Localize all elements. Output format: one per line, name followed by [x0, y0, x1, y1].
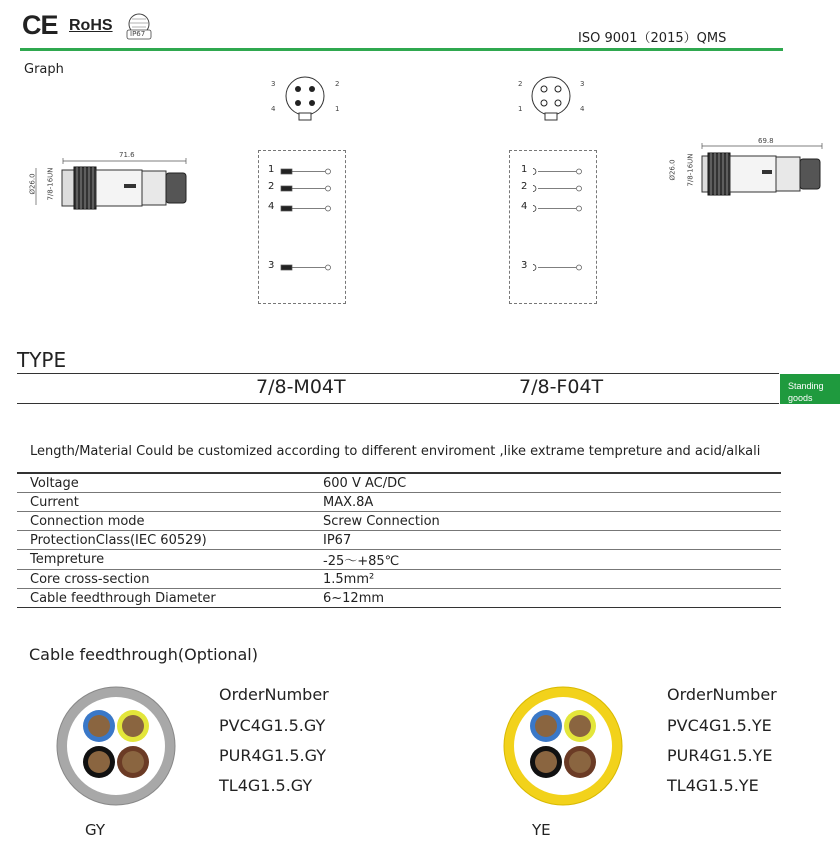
cable-heading: Cable feedthrough(Optional): [29, 645, 258, 664]
spec-row: [17, 512, 781, 531]
female-length-dim: 69.8: [758, 137, 774, 145]
spec-row: [17, 531, 781, 550]
spec-row: [17, 473, 781, 493]
male-face-pin-4: 4: [271, 105, 276, 113]
male-pin-face: [268, 74, 348, 124]
male-face-pin-3: 3: [271, 80, 276, 88]
cable-gy-icon: [56, 686, 176, 806]
type-heading: TYPE: [17, 348, 67, 372]
ce-mark: CE: [22, 10, 58, 40]
cable-ye-icon: [503, 686, 623, 806]
male-face-pin-1: 1: [335, 105, 340, 113]
female-circuit-pin-2: 2: [521, 181, 528, 192]
spec-row: [17, 493, 781, 512]
female-pin-face: [514, 74, 594, 124]
spec-value: MAX.8A: [323, 493, 781, 512]
cable-ye-label: YE: [532, 821, 551, 839]
female-diameter-dim: Ø26.0: [668, 159, 677, 181]
spec-value: 1.5mm²: [323, 570, 781, 589]
spec-value: 6~12mm: [323, 589, 781, 608]
spec-label: ProtectionClass(IEC 60529): [17, 531, 323, 550]
male-length-dim: 71.6: [119, 151, 135, 159]
female-connector-outline: [672, 136, 837, 206]
cable-gy-order-pur: PUR4G1.5.GY: [219, 746, 326, 765]
cable-ye-order-pur: PUR4G1.5.YE: [667, 746, 773, 765]
female-face-pin-4: 4: [580, 105, 585, 113]
cable-ye-order-pvc: PVC4G1.5.YE: [667, 716, 772, 735]
spec-value: Screw Connection: [323, 512, 781, 531]
spec-row: [17, 589, 781, 608]
cable-gy-order-tl: TL4G1.5.GY: [219, 776, 313, 795]
type-rule-bottom: [17, 403, 779, 404]
header-rule: [20, 48, 783, 51]
female-circuit-pin-1: 1: [521, 164, 528, 175]
type-model-female: 7/8-F04T: [519, 376, 604, 398]
spec-value: IP67: [323, 531, 781, 550]
female-thread-dim: 7/8-16UN: [686, 153, 695, 187]
male-circuit-pin-4: 4: [268, 201, 275, 212]
spec-label: Cable feedthrough Diameter: [17, 589, 323, 608]
cable-gy-order-heading: OrderNumber: [219, 685, 329, 704]
standing-goods-badge: [780, 374, 840, 404]
ip67-badge: [124, 13, 154, 40]
female-circuit-diagram: [509, 150, 597, 304]
rohs-mark: RoHS: [69, 17, 113, 34]
male-circuit-pin-1: 1: [268, 164, 275, 175]
male-thread-dim: 7/8-16UN: [46, 167, 55, 201]
female-face-pin-2: 2: [518, 80, 523, 88]
male-circuit-pin-3: 3: [268, 260, 275, 271]
male-diameter-dim: Ø26.0: [28, 173, 37, 195]
cable-gy-cross-section: [56, 686, 176, 806]
cable-ye-order-heading: OrderNumber: [667, 685, 777, 704]
graph-label: Graph: [24, 62, 64, 77]
male-circuit-pin-2: 2: [268, 181, 275, 192]
ip67-badge-text: IP67: [130, 30, 146, 38]
spec-value: -25～+85℃: [323, 550, 781, 570]
spec-table: [17, 472, 781, 608]
male-connector-drawing: [26, 150, 196, 220]
spec-value: 600 V AC/DC: [323, 473, 781, 493]
female-face-pin-3: 3: [580, 80, 585, 88]
type-rule-top: [17, 373, 779, 374]
spec-label: Tempreture: [17, 550, 323, 570]
standing-goods-text: Standing goods: [788, 381, 824, 403]
spec-label: Voltage: [17, 473, 323, 493]
spec-label: Core cross-section: [17, 570, 323, 589]
cable-gy-label: GY: [85, 821, 106, 839]
female-circuit-pin-4: 4: [521, 201, 528, 212]
spec-label: Current: [17, 493, 323, 512]
female-face-pin-1: 1: [518, 105, 523, 113]
iso-label: ISO 9001（2015）QMS: [578, 31, 727, 46]
customization-note: Length/Material Could be customized according to different enviroment ,like extrame tempreture and acid/alkali: [30, 444, 761, 459]
male-circuit-diagram: [258, 150, 346, 304]
cable-ye-cross-section: [503, 686, 623, 806]
cable-ye-order-tl: TL4G1.5.YE: [667, 776, 759, 795]
male-face-pin-2: 2: [335, 80, 340, 88]
spec-label: Connection mode: [17, 512, 323, 531]
spec-row: [17, 570, 781, 589]
spec-row: [17, 550, 781, 570]
type-model-male: 7/8-M04T: [256, 376, 346, 398]
cable-gy-order-pvc: PVC4G1.5.GY: [219, 716, 326, 735]
female-connector-drawing: [668, 136, 837, 206]
female-circuit-pin-3: 3: [521, 260, 528, 271]
